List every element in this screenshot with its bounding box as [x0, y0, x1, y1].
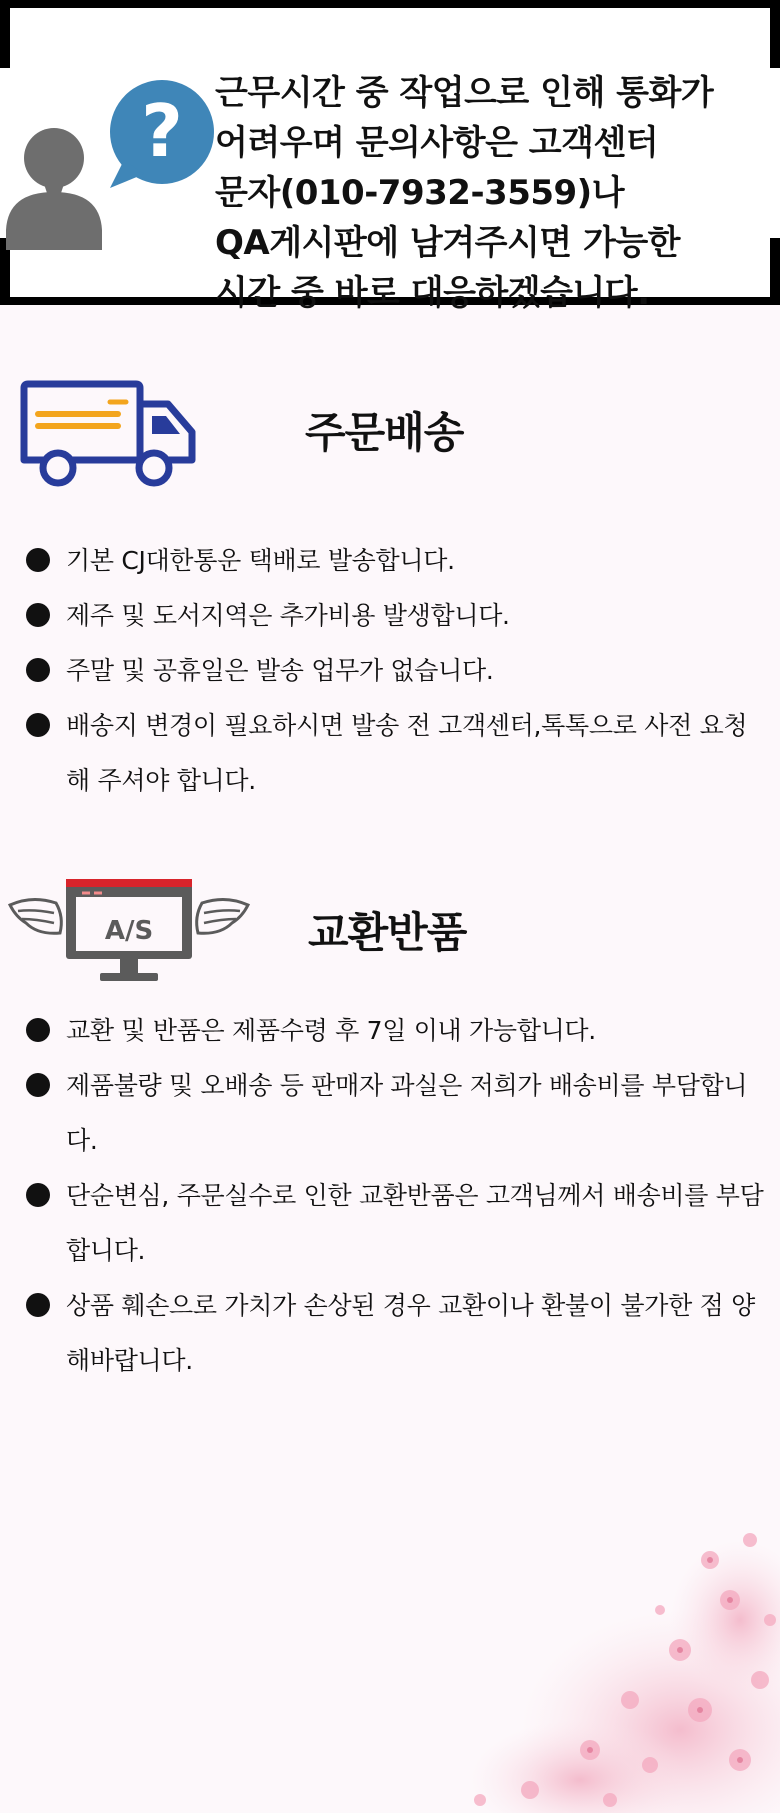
- banner-right-edge-top: [770, 8, 780, 68]
- list-item: 교환 및 반품은 제품수령 후 7일 이내 가능합니다.: [26, 1003, 766, 1058]
- contact-notice-text: 근무시간 중 작업으로 인해 통화가 어려우며 문의사항은 고객센터 문자(010-7932-3559)나 QA게시판에 남겨주시면 가능한 시간 중 바로 대응하겠습니다.: [215, 73, 714, 313]
- list-item: 기본 CJ대한통운 택배로 발송합니다.: [26, 533, 766, 588]
- customer-question-icon: [6, 80, 216, 250]
- bullet-dot-icon: [26, 603, 50, 627]
- svg-text:?: ?: [141, 89, 183, 173]
- list-item: 제품불량 및 오배송 등 판매자 과실은 저희가 배송비를 부담합니다.: [26, 1058, 766, 1168]
- returns-title: 교환반품: [308, 908, 467, 957]
- bullet-dot-icon: [26, 548, 50, 572]
- list-item: 단순변심, 주문실수로 인한 교환반품은 고객님께서 배송비를 부담합니다.: [26, 1168, 766, 1278]
- shipping-title: 주문배송: [305, 408, 464, 457]
- list-item: 배송지 변경이 필요하시면 발송 전 고객센터,톡톡으로 사전 요청해 주셔야 합니다.: [26, 698, 766, 808]
- cherry-blossom-decoration: [380, 1500, 780, 1813]
- delivery-truck-icon: [18, 380, 198, 490]
- list-item: 주말 및 공휴일은 발송 업무가 없습니다.: [26, 643, 766, 698]
- bullet-dot-icon: [26, 1018, 50, 1042]
- bullet-dot-icon: [26, 658, 50, 682]
- shipping-list: [26, 533, 766, 808]
- as-label: A/S: [104, 916, 154, 946]
- banner-top-border: [0, 0, 780, 8]
- as-monitor-icon: [4, 875, 254, 990]
- banner-left-edge-top: [0, 8, 10, 68]
- bullet-dot-icon: [26, 713, 50, 737]
- bullet-dot-icon: [26, 1293, 50, 1317]
- bullet-dot-icon: [26, 1073, 50, 1097]
- bullet-dot-icon: [26, 1183, 50, 1207]
- list-item: 제주 및 도서지역은 추가비용 발생합니다.: [26, 588, 766, 643]
- returns-list: [26, 1003, 766, 1388]
- contact-banner: [0, 0, 780, 313]
- list-item: 상품 훼손으로 가치가 손상된 경우 교환이나 환불이 불가한 점 양해바랍니다.: [26, 1278, 766, 1388]
